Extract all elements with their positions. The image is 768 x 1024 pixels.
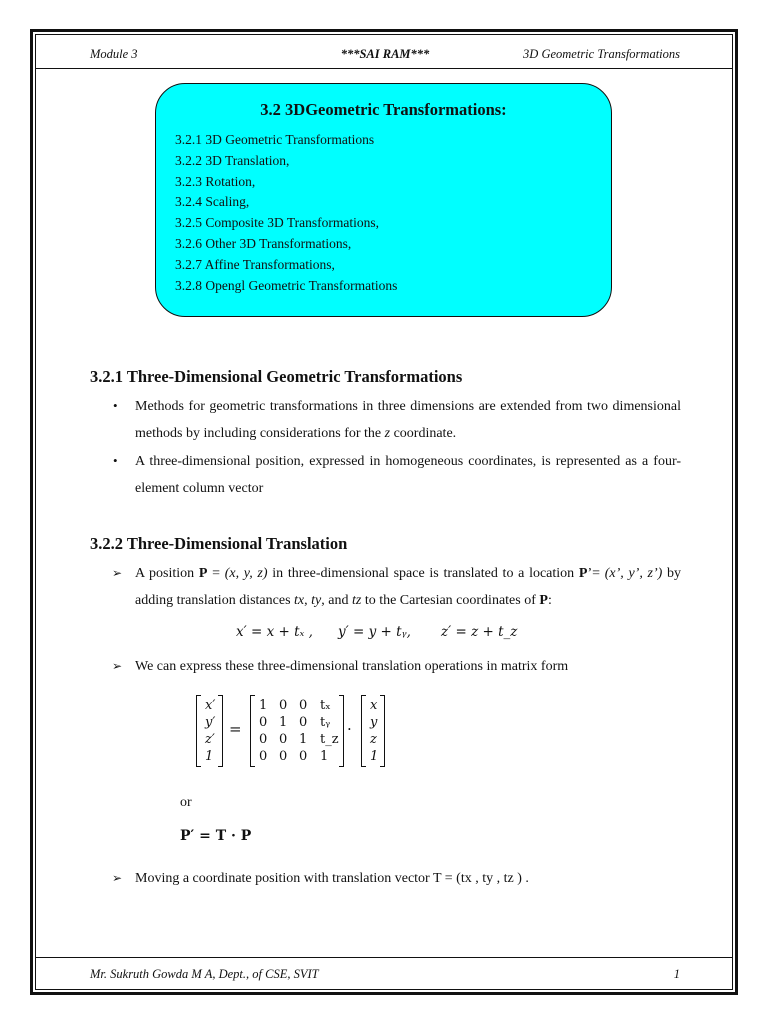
translation-equations bbox=[0, 624, 768, 644]
header-topic: 3D Geometric Transformations bbox=[523, 47, 680, 61]
matrix-cell: 1 bbox=[370, 749, 379, 764]
matrix-cell: 0 bbox=[299, 715, 308, 730]
paragraph-matrix-form: We can express these three-dimensional translation operations in matrix form bbox=[135, 659, 569, 674]
equation-z: z′ = z + t_z bbox=[441, 624, 518, 640]
toc-item: 3.2.7 Affine Transformations, bbox=[175, 256, 335, 272]
paragraph-segment: tz bbox=[351, 593, 362, 608]
toc-item: 3.2.4 Scaling, bbox=[175, 194, 250, 210]
toc-item: 3.2.8 Opengl Geometric Transformations bbox=[175, 277, 398, 293]
paragraph-segment: P bbox=[578, 566, 588, 581]
section-heading-3-2-2: 3.2.2 Three-Dimensional Translation bbox=[90, 534, 348, 553]
toc-item: 3.2.5 Composite 3D Transformations, bbox=[175, 215, 380, 231]
paragraph-segment: , bbox=[304, 593, 312, 608]
matrix-cell: y bbox=[370, 715, 378, 730]
paragraph-translation-intro bbox=[135, 560, 681, 614]
header-rule bbox=[35, 68, 733, 69]
paragraph-bullet-2: A three-dimensional position, expressed in homogeneous coordinates, is represented as a four-element column vector bbox=[135, 454, 681, 496]
paragraph-segment: in three-dimensional space is translated to a location bbox=[267, 566, 579, 581]
matrix-cell: 0 bbox=[259, 715, 268, 730]
matrix-T bbox=[250, 695, 344, 767]
paragraph-segment: A position bbox=[135, 566, 199, 581]
matrix-cell: 1 bbox=[259, 698, 268, 713]
paragraph-segment: : bbox=[547, 593, 552, 608]
paragraph-segment: (x’, y’, z’) bbox=[604, 566, 663, 581]
paragraph-segment: to the Cartesian coordinates of bbox=[361, 593, 540, 608]
equals-sign: = bbox=[229, 720, 242, 738]
toc-item: 3.2.2 3D Translation, bbox=[175, 152, 290, 168]
matrix-lhs bbox=[196, 695, 223, 767]
toc-title: 3.2 3DGeometric Transformations: bbox=[260, 100, 507, 119]
toc-box bbox=[155, 83, 612, 317]
toc-item: 3.2.3 Rotation, bbox=[175, 173, 256, 189]
matrix-cell: z bbox=[370, 732, 377, 747]
paragraph-segment: ty bbox=[311, 593, 322, 608]
matrix-cell: z′ bbox=[205, 732, 215, 747]
paragraph-segment: P bbox=[539, 593, 548, 608]
matrix-cell: x bbox=[370, 698, 378, 713]
matrix-cell: 1 bbox=[205, 749, 214, 764]
dot-operator: · bbox=[347, 720, 352, 738]
arrow-bullet-icon: ➢ bbox=[112, 659, 123, 673]
matrix-cell: 0 bbox=[259, 732, 268, 747]
matrix-cell: 1 bbox=[299, 732, 308, 747]
matrix-cell: 0 bbox=[279, 749, 288, 764]
or-text: or bbox=[180, 795, 192, 810]
arrow-bullet-icon: ➢ bbox=[112, 566, 123, 580]
matrix-cell: tᵧ bbox=[320, 715, 331, 730]
bullet-icon: • bbox=[113, 398, 118, 413]
matrix-rhs bbox=[361, 695, 385, 767]
equation-y: y′ = y + tᵧ, bbox=[338, 624, 411, 640]
equation-x: x′ = x + tₓ , bbox=[236, 624, 313, 640]
paragraph-segment: ’= bbox=[587, 566, 605, 581]
footer-rule bbox=[35, 957, 733, 958]
paragraph-segment: = bbox=[207, 566, 225, 581]
header-center: ***SAI RAM*** bbox=[340, 47, 430, 61]
matrix-cell: y′ bbox=[205, 715, 216, 730]
matrix-cell: 1 bbox=[279, 715, 288, 730]
footer-author: Mr. Sukruth Gowda M A, Dept., of CSE, SVIT bbox=[90, 967, 319, 981]
paragraph-segment: , and bbox=[321, 593, 352, 608]
toc-item: 3.2.1 3D Geometric Transformations bbox=[175, 132, 375, 147]
paragraph-segment: (x, y, z) bbox=[224, 566, 268, 581]
matrix-cell: 0 bbox=[299, 749, 308, 764]
toc-item: 3.2.6 Other 3D Transformations, bbox=[175, 235, 352, 251]
matrix-cell: 0 bbox=[259, 749, 268, 764]
matrix-cell: 0 bbox=[299, 698, 308, 713]
paragraph-segment: P bbox=[198, 566, 208, 581]
paragraph-translation-vector: Moving a coordinate position with translation vector T = (tx , ty , tz ) . bbox=[135, 871, 529, 886]
section-heading-3-2-1: 3.2.1 Three-Dimensional Geometric Transformations bbox=[90, 367, 463, 386]
page-number: 1 bbox=[673, 967, 680, 981]
matrix-cell: 0 bbox=[279, 732, 288, 747]
matrix-cell: tₓ bbox=[320, 698, 331, 713]
header-module: Module 3 bbox=[90, 47, 138, 61]
matrix-cell: 1 bbox=[320, 749, 329, 764]
matrix-cell: x′ bbox=[205, 698, 216, 713]
paragraph-bullet-1: Methods for geometric transformations in three dimensions are extended from two dimensional methods by including considerations for the z coordinate. bbox=[135, 399, 681, 441]
page-footer bbox=[90, 967, 680, 982]
page-header bbox=[90, 47, 680, 62]
paragraph-segment: by adding translation distances bbox=[135, 566, 681, 608]
matrix-cell: 0 bbox=[279, 698, 288, 713]
toc-list bbox=[175, 130, 397, 296]
compact-equation: P′ = T · P bbox=[180, 828, 252, 844]
paragraph-segment: tx bbox=[294, 593, 305, 608]
bullet-icon: • bbox=[113, 453, 118, 468]
arrow-bullet-icon: ➢ bbox=[112, 871, 123, 885]
matrix-cell: t_z bbox=[320, 732, 339, 747]
